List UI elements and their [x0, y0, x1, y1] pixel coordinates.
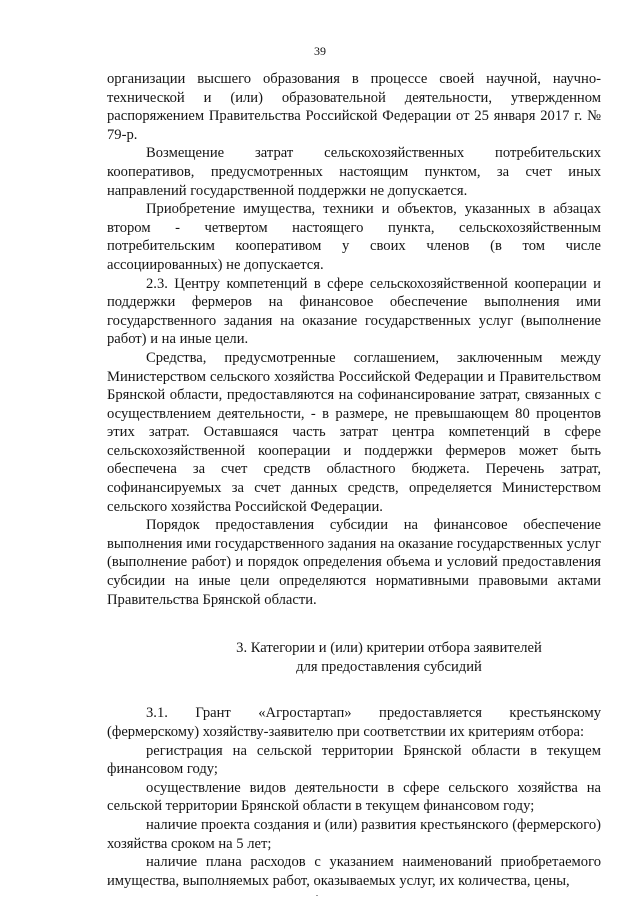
paragraph: 3.1. Грант «Агростартап» предоставляется крестьянскому (фермерскому) хозяйству-заявителю при соответствии их критериям отбора: [107, 705, 601, 740]
paragraph: регистрация на сельской территории Брянской области в текущем финансовом году; [107, 742, 601, 778]
paragraph: организации высшего образования в процессе своей научной, научно-технической и (или) образовательной деятельности, утвержденном распоряжением Правительства Российской Федерации от 25 января 2017 г. № 79-р. [107, 71, 601, 143]
paragraph: Средства, предусмотренные соглашением, заключенным между Министерством сельского хозяйства Российской Федерации и Правительством Брянской области, предоставляются на софинансирование затрат, связанных с осуществлением деятельности, - в размере, не превышающем 80 процентов этих затрат. Оставшаяся часть затрат центра компетенций в сфере сельскохозяйственной кооперации и поддержки фермеров может быть обеспечена за счет средств областного бюджета. Перечень затрат, софинансируемых за счет данных средств, определяется Министерством сельского хозяйства Российской Федерации. [107, 349, 601, 515]
paragraph: Порядок предоставления субсидии на финансовое обеспечение выполнения ими государственного задания на оказание государственных услуг (выполнение работ) и порядок определения объема и условий предоставления субсидии на иные цели определяются нормативными правовыми актами Правительства Брянской области. [107, 517, 601, 608]
section-heading [107, 639, 601, 676]
paragraph: наличие проекта создания и (или) развития крестьянского (фермерского) хозяйства сроком на 5 лет; [107, 816, 601, 852]
section-heading-line-2: для предоставления субсидий [296, 658, 482, 675]
page-number: 39 [314, 44, 326, 58]
spacer [107, 676, 601, 704]
paragraph: Приобретение имущества, техники и объектов, указанных в абзацах втором - четвертом настоящего пункта, сельскохозяйственным потребительским кооперативом у своих членов (в том числе ассоциированных) не допускается. [107, 201, 601, 273]
paragraph: Возмещение затрат сельскохозяйственных потребительских кооперативов, предусмотренных настоящим пунктом, за счет иных направлений государственной поддержки не допускается. [107, 145, 601, 199]
paragraph: 2.3. Центру компетенций в сфере сельскохозяйственной кооперации и поддержки фермеров на финансовое обеспечение выполнения ими государственного задания на оказание государственных услуг (выполнение работ) и на иные цели. [107, 275, 601, 348]
paragraph: наличие плана расходов с указанием наименований приобретаемого имущества, выполняемых работ, оказываемых услуг, их количества, цены, [107, 854, 601, 889]
scan-mark [316, 895, 318, 896]
section-heading-line-1: 3. Категории и (или) критерии отбора заявителей [236, 640, 542, 657]
document-body [107, 70, 601, 890]
paragraph: осуществление видов деятельности в сфере сельского хозяйства на сельской территории Брянской области в текущем финансовом году; [107, 779, 601, 815]
